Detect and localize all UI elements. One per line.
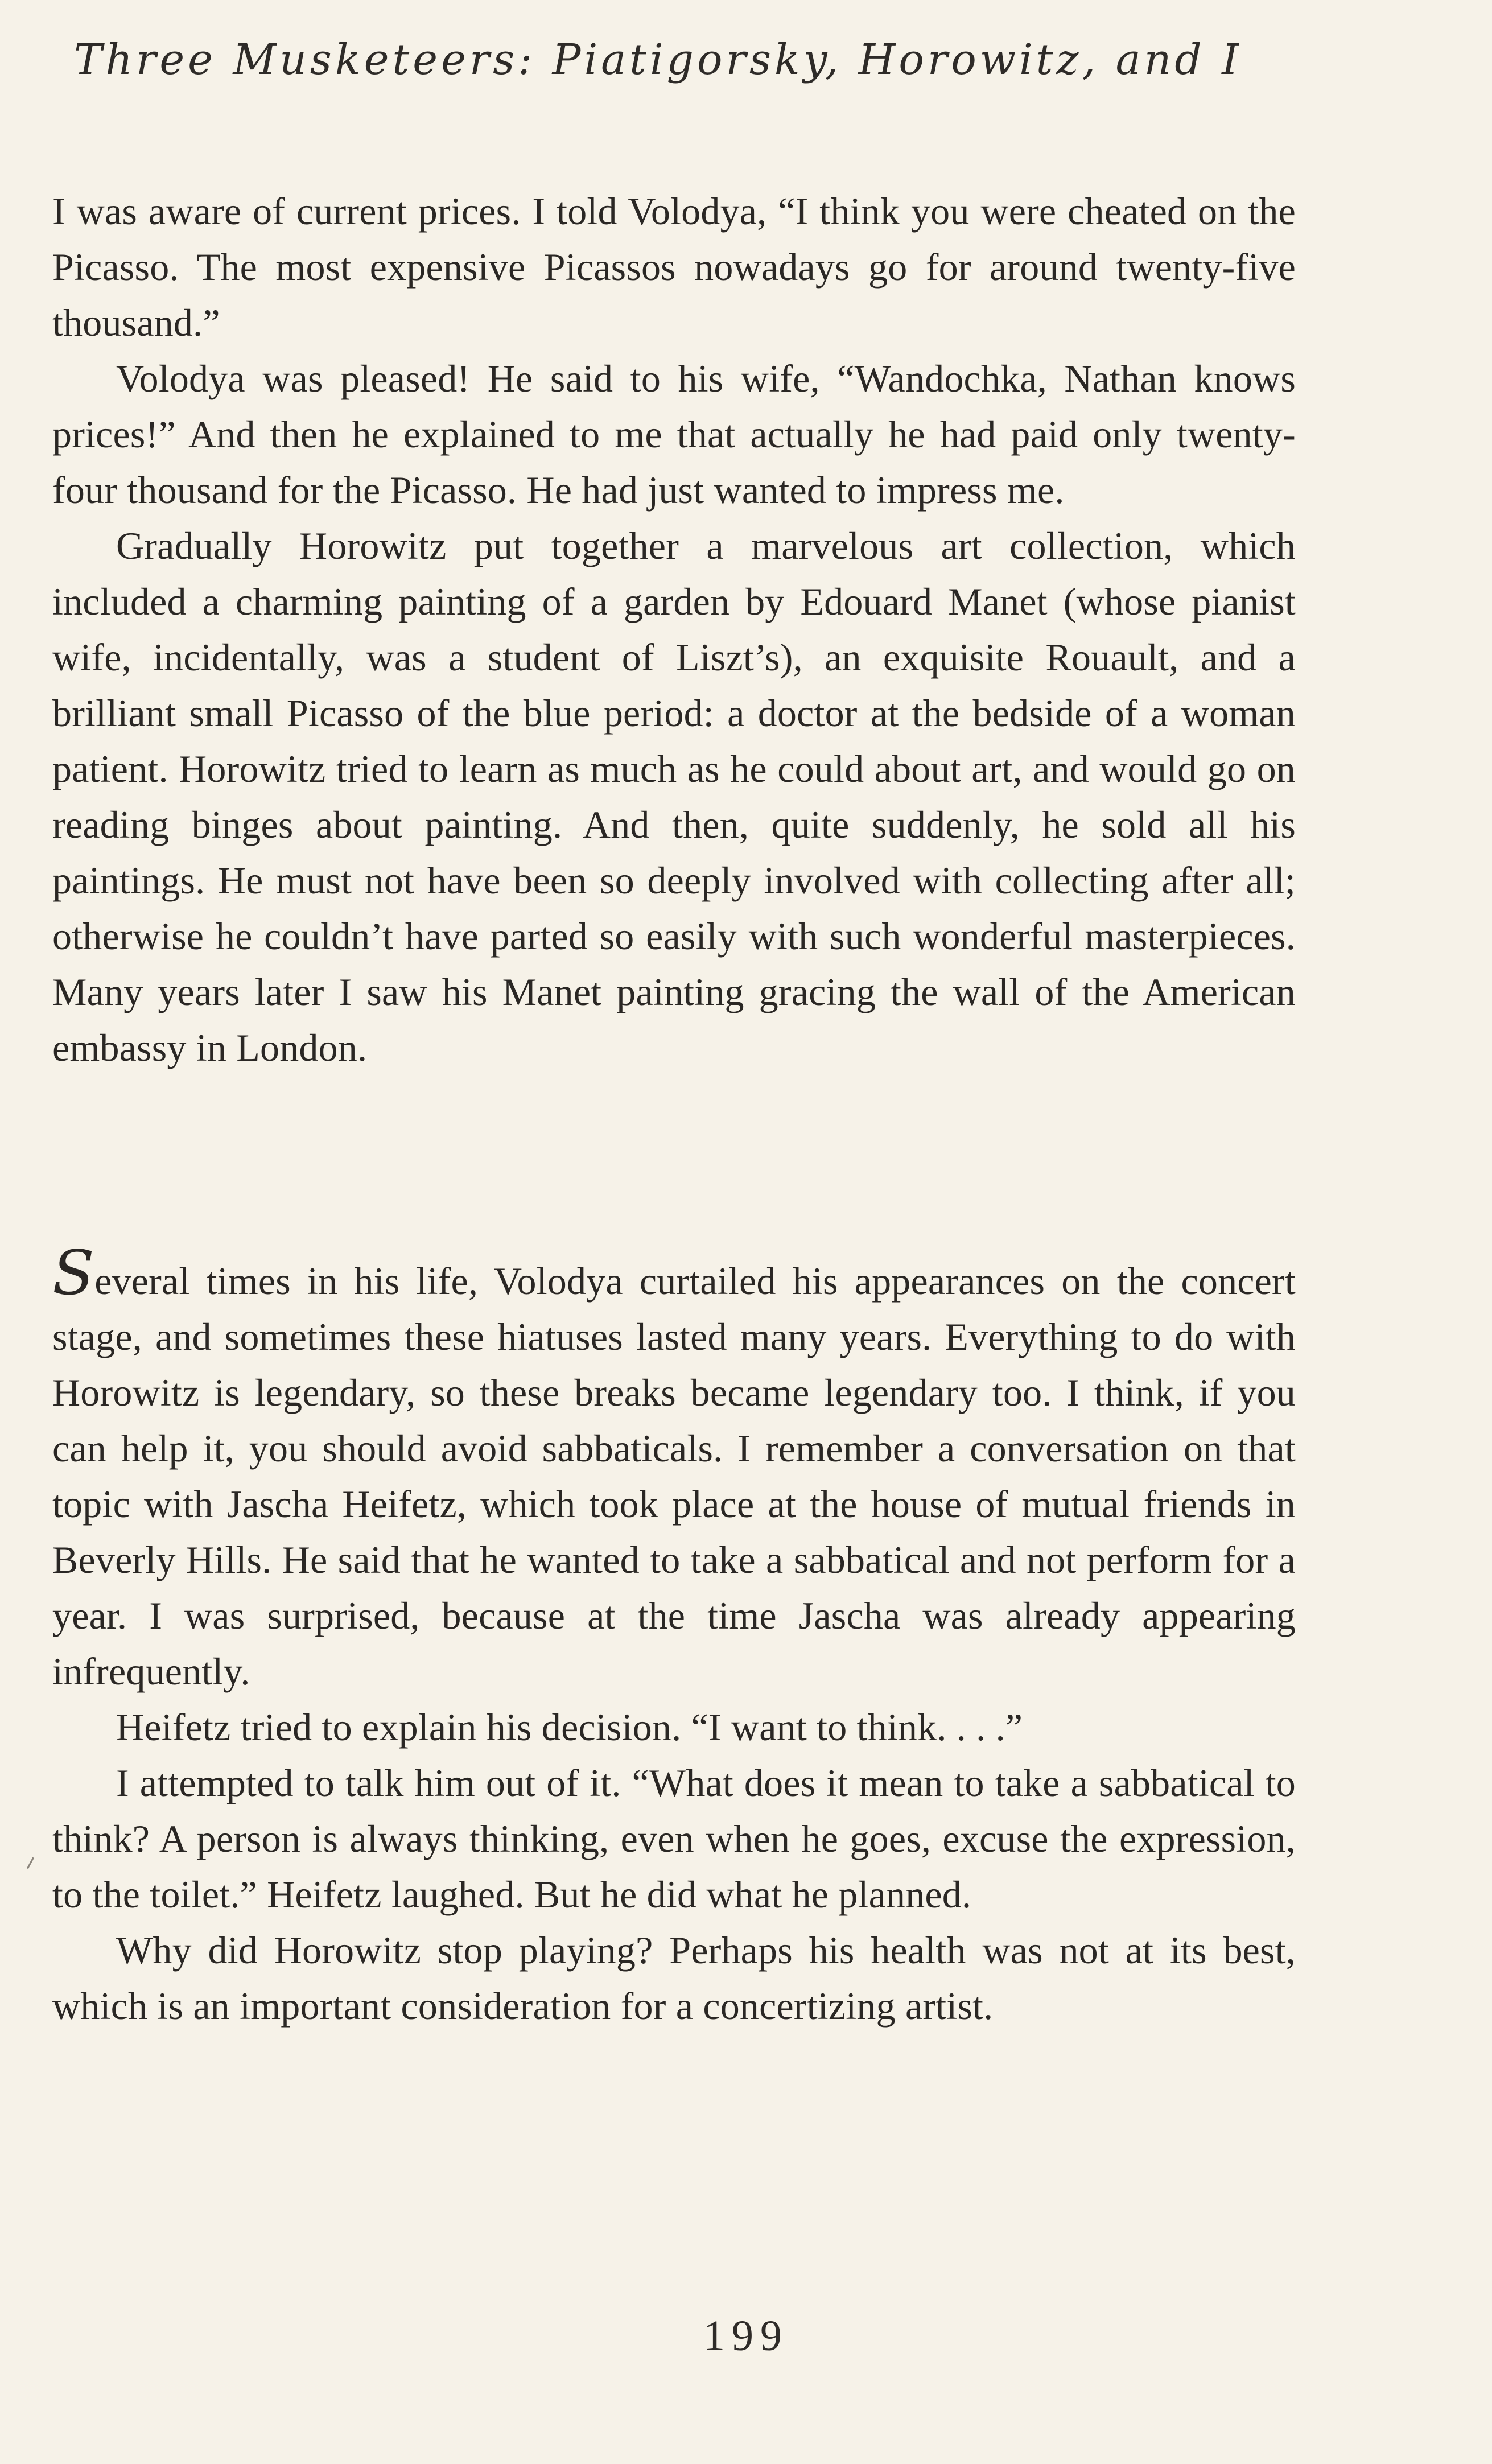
- paragraph: Gradually Horowitz put together a marvelous art collection, which included a charming painting of a garden by Edouard Manet (whose pianist wife, incidentally, was a student of Liszt’s), an exquisite Rouault, and a brilliant small Picasso of the blue period: a doctor at the bedside of a woman patient. Horowitz tried to learn as much as he could about art, and would go on reading binges about painting. And then, quite suddenly, he sold all his paintings. He must not have been so deeply involved with collecting after all; otherwise he couldn’t have parted so easily with such wonderful masterpieces. Many years later I saw his Manet painting gracing the wall of the American embassy in London.: [52, 524, 1296, 1069]
- paragraph: I was aware of current prices. I told Volodya, “I think you were cheated on the Picasso. The most expensive Picassos nowadays go for around twenty-five thousand.”: [52, 189, 1296, 344]
- section-1: [52, 183, 1296, 1076]
- page-number: 199: [703, 2312, 789, 2360]
- opening-paragraph-text: everal times in his life, Volodya curtailed his appearances on the concert stage, and sometimes these hiatuses lasted many years. Everything to do with Horowitz is legendary, so these breaks became legendary too. I think, if you can help it, you should avoid sabbaticals. I remember a conversation on that topic with Jascha Heifetz, which took place at the house of mutual friends in Beverly Hills. He said that he wanted to take a sabbatical and not perform for a year. I was surprised, because at the time Jascha was already appearing infrequently.: [52, 1259, 1296, 1693]
- section-opening-paragraph: [52, 1238, 1296, 1699]
- paragraph: Why did Horowitz stop playing? Perhaps his health was not at its best, which is an important consideration for a concertizing artist.: [52, 1929, 1296, 2028]
- section-2: [52, 1238, 1296, 2034]
- running-head: Three Musketeers: Piatigorsky, Horowitz, and I: [74, 35, 1242, 84]
- decorative-initial: S: [52, 1238, 95, 1309]
- paragraph: Volodya was pleased! He said to his wife, “Wandochka, Nathan knows prices!” And then he explained to me that actually he had paid only twenty-four thousand for the Picasso. He had just wanted to impress me.: [52, 357, 1296, 512]
- paragraph: I attempted to talk him out of it. “What does it mean to take a sabbatical to think? A person is always thinking, even when he goes, excuse the expression, to the toilet.” Heifetz laughed. But he did what he planned.: [52, 1761, 1296, 1916]
- paragraph: Heifetz tried to explain his decision. “I want to think. . . .”: [116, 1705, 1023, 1749]
- stray-pen-mark: [27, 1857, 34, 1869]
